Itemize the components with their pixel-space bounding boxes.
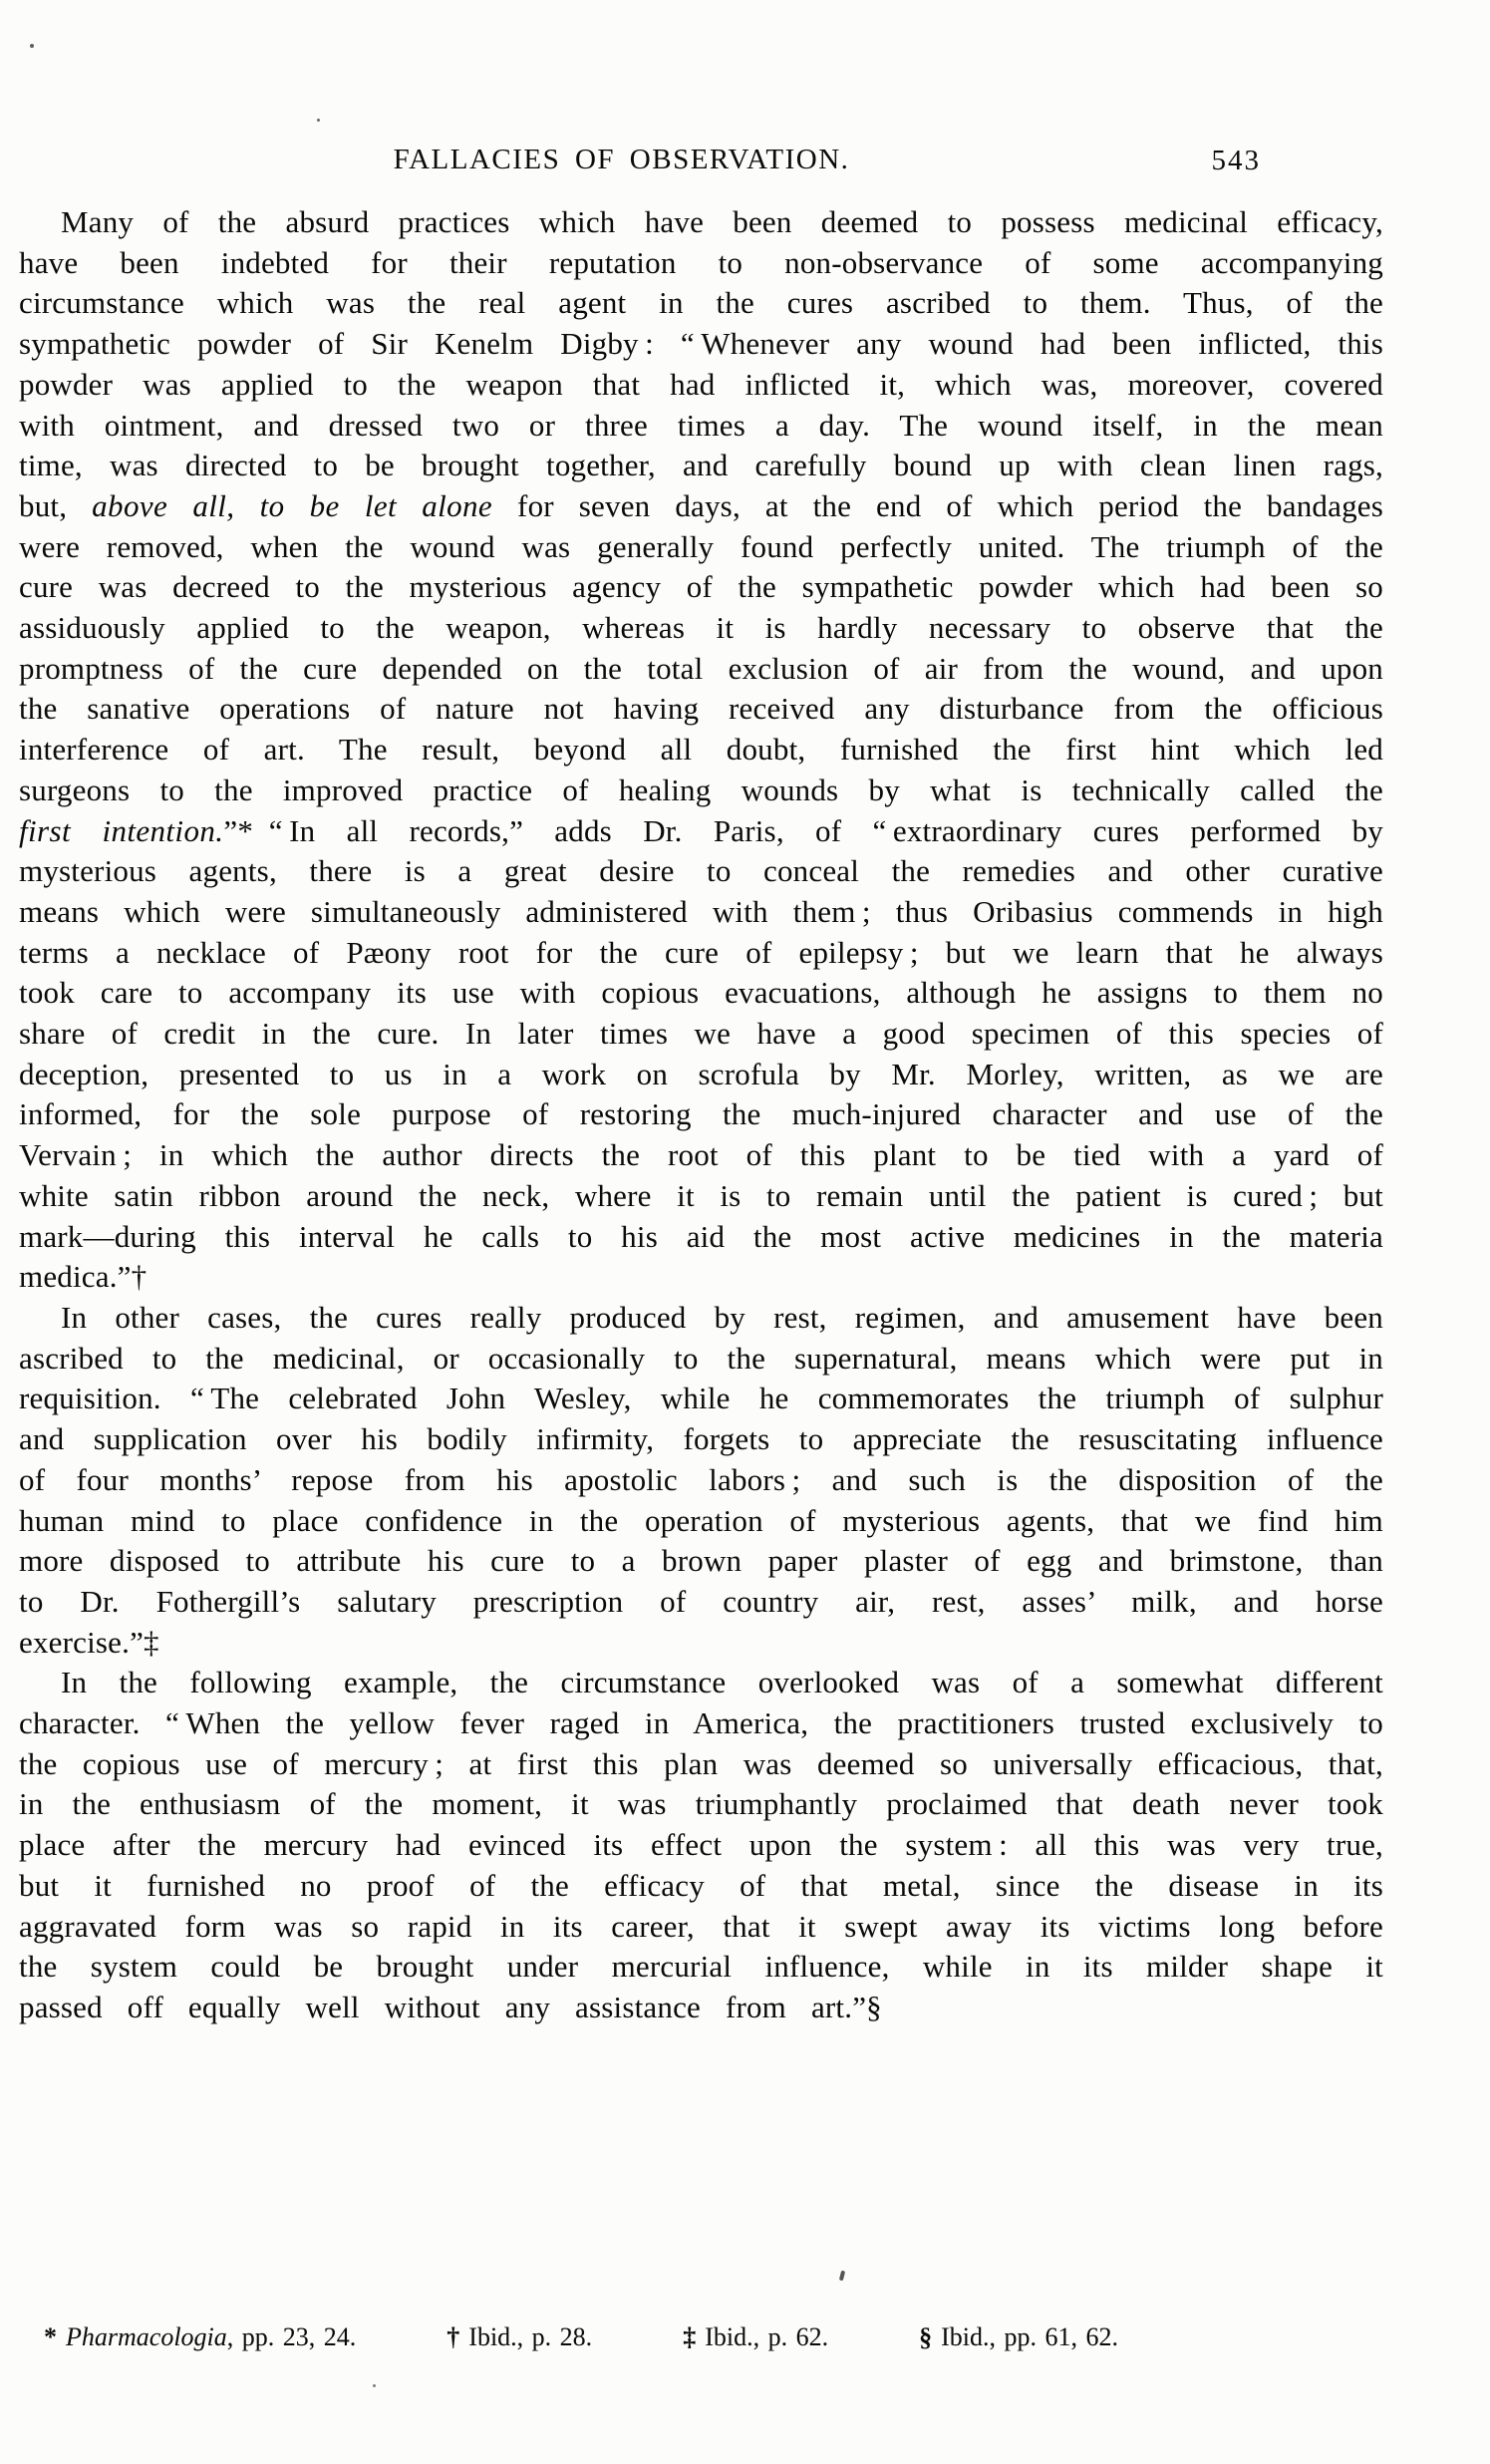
paragraph-text: In the following example, the circumstance overlooked was of a somewhat different character. “ When the yellow fever raged in America, the practitioners trusted exclusively to the copious use of mercury ; at first this plan was deemed so universally efficacious, that, in the enthusiasm of the moment, it was triumphantly proclaimed that death never took place after the mercury had evinced its effect upon the system : all this was very true, but it furnished no proof of the efficacy of that metal, since the disease in its aggravated form was so rapid in its career, that it swept away its victims long before the system could be brought under mercurial influence, while in its milder shape it passed off equally well without any assistance from art.”§: [19, 1665, 1383, 2024]
scan-artifact-dot: [30, 44, 34, 48]
italic-phrase: above all, to be let alone: [92, 487, 493, 523]
paragraph-text: Many of the absurd practices which have been deemed to possess medicinal efficacy, have been indebted for their reputation to non-observance of some accompanying circumstance which was the real agent in the cures ascribed to them. Thus, of the sympathetic powder of Sir Kenelm Digby : “ Whenever any wound had been inflicted, this powder was applied to the weapon that had inflicted it, which was, moreover, covered with ointment, and dressed two or three times a day. The wound itself, in the mean time, was directed to be brought together, and carefully bound up with clean linen rags, but,: [19, 204, 1383, 523]
paragraph-text: for seven days, at the end of which period the bandages were removed, when the wound was generally found perfectly united. The triumph of the cure was decreed to the mysterious agency of the sympathetic powder which had been so assiduously applied to the weapon, whereas it is hardly necessary to observe that the promptness of the cure depended on the total exclusion of air from the wound, and upon the sanative operations of nature not having received any disturbance from the officious interference of art. The result, beyond all doubt, furnished the first hint which led surgeons to the improved practice of healing wounds by what is technically called the: [19, 487, 1384, 807]
running-header: [20, 144, 1382, 183]
italic-phrase: first intention.: [19, 812, 224, 848]
scan-artifact-dot: [317, 119, 320, 122]
footnote-ibid-2: [683, 2322, 828, 2352]
footnote-pages: Ibid., pp. 61, 62.: [941, 2322, 1118, 2351]
footnote-pages: Ibid., p. 62.: [705, 2322, 829, 2351]
paragraph-sympathetic-powder: [19, 202, 1383, 1298]
footnote-ibid-1: [447, 2322, 592, 2352]
double-dagger-footnote-marker: ‡: [683, 2322, 697, 2351]
dagger-footnote-marker: †: [447, 2322, 460, 2351]
footnote-ibid-3: [919, 2322, 1118, 2352]
page-title: FALLACIES OF OBSERVATION.: [393, 144, 850, 175]
paragraph-john-wesley: [19, 1298, 1383, 1663]
paragraph-yellow-fever: [19, 1663, 1383, 2027]
scan-artifact-dot: [373, 2384, 376, 2387]
footnote-pages: , pp. 23, 24.: [226, 2322, 357, 2351]
page-number: 543: [1211, 145, 1261, 176]
footnote-pages: Ibid., p. 28.: [468, 2322, 593, 2351]
section-footnote-marker: §: [919, 2322, 933, 2351]
paragraph-text: ”* “ In all records,” adds Dr. Paris, of “ extraordinary cures performed by mysterious agents, there is a great desire to conceal the remedies and other curative means which were simultaneously administered with them ; thus Oribasius commends in high terms a necklace of Pæony root for the cure of epilepsy ; but we learn that he always took care to accompany its use with copious evacuations, although he assigns to them no share of credit in the cure. In later times we have a good specimen of this species of deception, presented to us in a work on scrofula by Mr. Morley, written, as we are informed, for the sole purpose of restoring the much-injured character and use of the Vervain ; in which the author directs the root of this plant to be tied with a yard of white satin ribbon around the neck, where it is to remain until the patient is cured ; but mark—during this interval he calls to his aid the most active medicines in the materia medica.”†: [19, 812, 1383, 1295]
footnotes-row: [44, 2322, 1118, 2352]
footnote-work-title: Pharmacologia: [66, 2322, 227, 2351]
asterisk-footnote-marker: *: [44, 2322, 57, 2351]
scan-artifact-mark: [839, 2271, 845, 2282]
footnote-pharmacologia: [44, 2322, 356, 2352]
body-text-block: [19, 202, 1383, 2028]
paragraph-text: In other cases, the cures really produced by rest, regimen, and amusement have been ascribed to the medicinal, or occasionally to the supernatural, means which were put in requisition. “ The celebrated John Wesley, while he commemorates the triumph of sulphur and supplication over his bodily infirmity, forgets to appreciate the resuscitating influence of four months’ repose from his apostolic labors ; and such is the disposition of the human mind to place confidence in the operation of mysterious agents, that we find him more disposed to attribute his cure to a brown paper plaster of egg and brimstone, than to Dr. Fothergill’s salutary prescription of country air, rest, asses’ milk, and horse exercise.”‡: [19, 1299, 1383, 1660]
